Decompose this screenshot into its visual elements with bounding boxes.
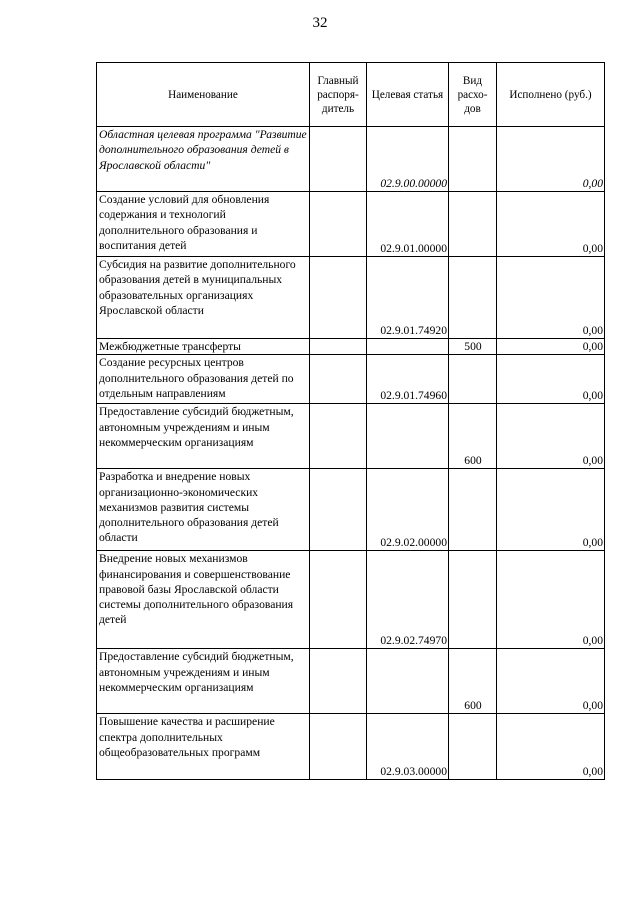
- row-admin: [310, 192, 367, 257]
- page-number: 32: [312, 15, 328, 31]
- row-admin: [310, 551, 367, 649]
- header-article: Целевая статья: [367, 63, 449, 127]
- header-admin: Главный распоря-дитель: [310, 63, 367, 127]
- row-article: 02.9.01.00000: [367, 192, 449, 257]
- row-kind: [449, 127, 497, 192]
- row-kind: 500: [449, 339, 497, 355]
- table-row: [97, 714, 605, 780]
- row-kind: [449, 192, 497, 257]
- row-name: Создание ресурсных центров дополнительного образования детей по отдельным направлениям: [97, 355, 310, 404]
- row-amount: 0,00: [497, 469, 605, 551]
- row-name: Областная целевая программа "Развитие дополнительного образования детей в Ярославской области": [97, 127, 310, 192]
- header-row: [97, 63, 605, 127]
- row-name: Разработка и внедрение новых организационно-экономических механизмов развития системы дополнительного образования детей области: [97, 469, 310, 551]
- row-kind: [449, 551, 497, 649]
- row-admin: [310, 355, 367, 404]
- row-amount: 0,00: [497, 649, 605, 714]
- row-kind: 600: [449, 404, 497, 469]
- row-amount: 0,00: [497, 551, 605, 649]
- row-kind: [449, 355, 497, 404]
- row-name: Внедрение новых механизмов финансирования и совершенствование правовой базы Ярославской области системы дополнительного образования детей: [97, 551, 310, 649]
- row-article: [367, 404, 449, 469]
- table-row: [97, 404, 605, 469]
- table-row: [97, 127, 605, 192]
- row-article: 02.9.01.74920: [367, 257, 449, 339]
- row-amount: 0,00: [497, 714, 605, 780]
- row-amount: 0,00: [497, 257, 605, 339]
- header-name: Наименование: [97, 63, 310, 127]
- row-admin: [310, 257, 367, 339]
- row-admin: [310, 127, 367, 192]
- row-kind: [449, 469, 497, 551]
- table-row: [97, 339, 605, 355]
- table-row: [97, 192, 605, 257]
- row-name: Предоставление субсидий бюджетным, автономным учреждениям и иным некоммерческим организациям: [97, 649, 310, 714]
- row-kind: [449, 257, 497, 339]
- row-name: Создание условий для обновления содержания и технологий дополнительного образования и воспитания детей: [97, 192, 310, 257]
- row-name: Межбюджетные трансферты: [97, 339, 310, 355]
- row-amount: 0,00: [497, 127, 605, 192]
- row-article: 02.9.00.00000: [367, 127, 449, 192]
- row-admin: [310, 649, 367, 714]
- row-article: [367, 339, 449, 355]
- header-kind: Вид расхо-дов: [449, 63, 497, 127]
- row-article: 02.9.02.74970: [367, 551, 449, 649]
- row-article: [367, 649, 449, 714]
- row-admin: [310, 339, 367, 355]
- row-name: Повышение качества и расширение спектра дополнительных общеобразовательных программ: [97, 714, 310, 780]
- row-admin: [310, 714, 367, 780]
- table-row: [97, 355, 605, 404]
- row-amount: 0,00: [497, 192, 605, 257]
- row-admin: [310, 404, 367, 469]
- row-amount: 0,00: [497, 355, 605, 404]
- row-name: Предоставление субсидий бюджетным, автономным учреждениям и иным некоммерческим организациям: [97, 404, 310, 469]
- header-amount: Исполнено (руб.): [497, 63, 605, 127]
- row-article: 02.9.01.74960: [367, 355, 449, 404]
- row-amount: 0,00: [497, 339, 605, 355]
- table-row: [97, 649, 605, 714]
- row-article: 02.9.03.00000: [367, 714, 449, 780]
- row-article: 02.9.02.00000: [367, 469, 449, 551]
- table-row: [97, 257, 605, 339]
- budget-table: [96, 62, 605, 780]
- row-name: Субсидия на развитие дополнительного образования детей в муниципальных образовательных организациях Ярославской области: [97, 257, 310, 339]
- row-amount: 0,00: [497, 404, 605, 469]
- row-kind: [449, 714, 497, 780]
- table-row: [97, 469, 605, 551]
- row-admin: [310, 469, 367, 551]
- row-kind: 600: [449, 649, 497, 714]
- table-row: [97, 551, 605, 649]
